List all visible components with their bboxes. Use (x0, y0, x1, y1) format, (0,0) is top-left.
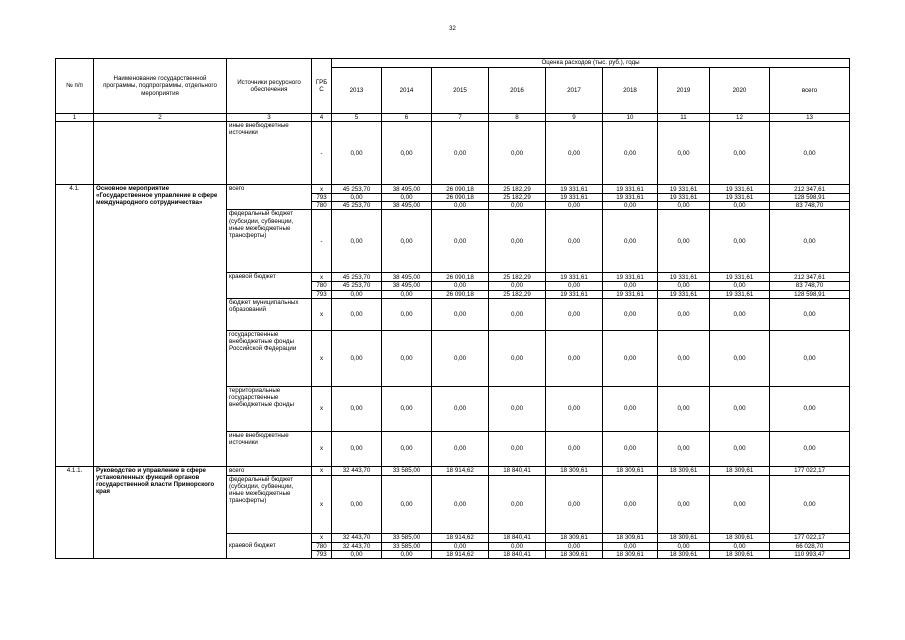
grbs-code: - (312, 122, 332, 185)
year-value: 0,00 (603, 542, 658, 550)
year-value: 25 182,29 (489, 290, 546, 298)
year-value: 0,00 (546, 210, 603, 273)
funding-source: иные внебюджетные источники (227, 122, 312, 185)
year-value: 19 331,61 (603, 290, 658, 298)
year-value: 25 182,29 (489, 185, 546, 194)
grbs-code: 793 (312, 290, 332, 298)
year-value: 32 443,70 (332, 542, 382, 550)
funding-source: краевой бюджет (227, 533, 312, 558)
row-number (56, 122, 94, 185)
header-year: 2015 (432, 68, 489, 114)
year-value: 0,00 (603, 122, 658, 185)
year-value: 45 253,70 (332, 273, 382, 282)
year-value: 0,00 (603, 475, 658, 533)
header-year-total: всего (770, 68, 850, 114)
header-col-name: Наименование государственной программы, подпрограммы, отдельного мероприятия (94, 59, 227, 114)
year-value: 0,00 (546, 386, 603, 431)
year-value: 0,00 (382, 330, 432, 386)
year-value: 0,00 (332, 386, 382, 431)
column-number: 3 (227, 114, 312, 122)
row-number: 4.1.1. (56, 466, 94, 558)
header-year: 2020 (710, 68, 770, 114)
column-number: 4 (312, 114, 332, 122)
column-number: 12 (710, 114, 770, 122)
year-value: 45 253,70 (332, 202, 382, 210)
total-value: 212 347,61 (770, 185, 850, 194)
total-value: 177 022,17 (770, 466, 850, 475)
grbs-code: х (312, 466, 332, 475)
year-value: 0,00 (710, 122, 770, 185)
header-year: 2014 (382, 68, 432, 114)
total-value: 0,00 (770, 330, 850, 386)
grbs-code: 793 (312, 194, 332, 202)
year-value: 0,00 (382, 431, 432, 466)
year-value: 0,00 (603, 386, 658, 431)
year-value: 19 331,61 (546, 290, 603, 298)
total-value: 128 598,91 (770, 290, 850, 298)
year-value: 19 331,61 (710, 194, 770, 202)
column-number: 9 (546, 114, 603, 122)
year-value: 0,00 (432, 122, 489, 185)
year-value: 19 331,61 (658, 185, 710, 194)
column-number: 13 (770, 114, 850, 122)
year-value: 0,00 (546, 542, 603, 550)
year-value: 0,00 (489, 475, 546, 533)
year-value: 0,00 (382, 290, 432, 298)
year-value: 0,00 (332, 122, 382, 185)
year-value: 0,00 (710, 282, 770, 290)
grbs-code: х (312, 386, 332, 431)
grbs-code: - (312, 210, 332, 273)
year-value: 0,00 (710, 330, 770, 386)
year-value: 0,00 (489, 298, 546, 330)
year-value: 0,00 (603, 330, 658, 386)
year-value: 25 182,29 (489, 273, 546, 282)
year-value: 19 331,61 (546, 185, 603, 194)
grbs-code: х (312, 330, 332, 386)
year-value: 0,00 (546, 431, 603, 466)
table-row (56, 122, 850, 185)
funding-source: федеральный бюджет (субсидии, субвенции, иные межбюджетные трансферты) (227, 210, 312, 273)
grbs-code: х (312, 533, 332, 542)
year-value: 0,00 (658, 475, 710, 533)
year-value: 18 840,41 (489, 466, 546, 475)
year-value: 18 309,61 (603, 466, 658, 475)
total-value: 0,00 (770, 475, 850, 533)
header-year: 2019 (658, 68, 710, 114)
year-value: 19 331,61 (658, 194, 710, 202)
year-value: 18 914,62 (432, 533, 489, 542)
year-value: 18 309,61 (603, 533, 658, 542)
grbs-code: 780 (312, 202, 332, 210)
year-value: 0,00 (332, 194, 382, 202)
total-value: 0,00 (770, 298, 850, 330)
funding-source: бюджет муниципальных образований (227, 298, 312, 330)
year-value: 38 495,00 (382, 185, 432, 194)
year-value: 0,00 (710, 202, 770, 210)
grbs-code: х (312, 298, 332, 330)
year-value: 0,00 (658, 282, 710, 290)
year-value: 45 253,70 (332, 185, 382, 194)
row-name: Руководство и управление в сфере установленных функций органов государственной власти Приморского края (94, 466, 227, 558)
grbs-code: х (312, 475, 332, 533)
column-number: 11 (658, 114, 710, 122)
column-number: 7 (432, 114, 489, 122)
year-value: 19 331,61 (603, 194, 658, 202)
year-value: 0,00 (432, 202, 489, 210)
year-value: 0,00 (658, 386, 710, 431)
year-value: 32 443,70 (332, 466, 382, 475)
year-value: 18 309,61 (658, 533, 710, 542)
year-value: 19 331,61 (710, 290, 770, 298)
column-number: 5 (332, 114, 382, 122)
year-value: 32 443,70 (332, 533, 382, 542)
year-value: 0,00 (432, 330, 489, 386)
year-value: 0,00 (658, 210, 710, 273)
year-value: 18 309,61 (546, 466, 603, 475)
year-value: 0,00 (546, 330, 603, 386)
total-value: 83 748,70 (770, 202, 850, 210)
year-value: 26 090,18 (432, 185, 489, 194)
year-value: 0,00 (432, 282, 489, 290)
grbs-code: х (312, 273, 332, 282)
year-value: 0,00 (710, 542, 770, 550)
year-value: 26 090,18 (432, 273, 489, 282)
year-value: 33 585,00 (382, 533, 432, 542)
year-value: 0,00 (658, 122, 710, 185)
year-value: 0,00 (432, 475, 489, 533)
year-value: 25 182,29 (489, 194, 546, 202)
grbs-code: 780 (312, 542, 332, 550)
year-value: 0,00 (432, 542, 489, 550)
column-number: 8 (489, 114, 546, 122)
year-value: 0,00 (489, 386, 546, 431)
header-estimate: Оценка расходов (тыс. руб.), годы (332, 59, 850, 68)
header-row-1 (56, 59, 850, 68)
year-value: 0,00 (603, 282, 658, 290)
year-value: 45 253,70 (332, 282, 382, 290)
year-value: 0,00 (382, 550, 432, 558)
year-value: 0,00 (332, 431, 382, 466)
budget-table (55, 58, 850, 559)
column-number: 2 (94, 114, 227, 122)
column-number-row (56, 114, 850, 122)
year-value: 0,00 (382, 298, 432, 330)
total-value: 0,00 (770, 386, 850, 431)
year-value: 0,00 (658, 330, 710, 386)
year-value: 18 309,61 (603, 550, 658, 558)
year-value: 26 090,18 (432, 194, 489, 202)
year-value: 38 495,00 (382, 202, 432, 210)
year-value: 0,00 (332, 550, 382, 558)
year-value: 0,00 (432, 386, 489, 431)
row-number: 4.1. (56, 185, 94, 467)
grbs-code: х (312, 185, 332, 194)
year-value: 0,00 (432, 210, 489, 273)
column-number: 6 (382, 114, 432, 122)
year-value: 0,00 (546, 298, 603, 330)
year-value: 0,00 (332, 330, 382, 386)
year-value: 0,00 (489, 431, 546, 466)
year-value: 0,00 (382, 122, 432, 185)
year-value: 0,00 (332, 210, 382, 273)
row-name (94, 122, 227, 185)
header-col-source: Источники ресурсного обеспечения (227, 59, 312, 114)
year-value: 0,00 (658, 542, 710, 550)
year-value: 0,00 (546, 122, 603, 185)
year-value: 0,00 (489, 282, 546, 290)
year-value: 0,00 (489, 330, 546, 386)
year-value: 0,00 (382, 475, 432, 533)
year-value: 0,00 (658, 431, 710, 466)
year-value: 18 309,61 (710, 550, 770, 558)
header-year: 2018 (603, 68, 658, 114)
table-row (56, 466, 850, 475)
page-number: 32 (449, 26, 456, 32)
year-value: 19 331,61 (603, 185, 658, 194)
total-value: 83 748,70 (770, 282, 850, 290)
year-value: 18 309,61 (546, 550, 603, 558)
funding-source: федеральный бюджет (субсидии, субвенции, иные межбюджетные трансферты) (227, 475, 312, 533)
header-year: 2016 (489, 68, 546, 114)
year-value: 18 309,61 (710, 533, 770, 542)
year-value: 19 331,61 (546, 273, 603, 282)
column-number: 1 (56, 114, 94, 122)
grbs-code: х (312, 431, 332, 466)
funding-source: всего (227, 185, 312, 210)
total-value: 0,00 (770, 431, 850, 466)
year-value: 19 331,61 (710, 273, 770, 282)
year-value: 0,00 (546, 202, 603, 210)
row-name: Основное мероприятие «Государственное управление в сфере международного сотрудничества» (94, 185, 227, 467)
year-value: 0,00 (489, 122, 546, 185)
year-value: 0,00 (432, 431, 489, 466)
total-value: 212 347,61 (770, 273, 850, 282)
year-value: 0,00 (546, 475, 603, 533)
column-number: 10 (603, 114, 658, 122)
year-value: 0,00 (546, 282, 603, 290)
total-value: 177 022,17 (770, 533, 850, 542)
year-value: 0,00 (382, 386, 432, 431)
funding-source: территориальные государственные внебюджетные фонды (227, 386, 312, 431)
year-value: 18 914,62 (432, 550, 489, 558)
year-value: 0,00 (603, 210, 658, 273)
year-value: 0,00 (382, 210, 432, 273)
year-value: 0,00 (603, 431, 658, 466)
year-value: 18 840,41 (489, 550, 546, 558)
table-row (56, 185, 850, 194)
funding-source: государственные внебюджетные фонды Российской Федерации (227, 330, 312, 386)
total-value: 0,00 (770, 210, 850, 273)
year-value: 19 331,61 (546, 194, 603, 202)
total-value: 110 993,47 (770, 550, 850, 558)
year-value: 0,00 (658, 202, 710, 210)
year-value: 0,00 (332, 298, 382, 330)
year-value: 0,00 (710, 386, 770, 431)
year-value: 0,00 (432, 298, 489, 330)
header-col-no: № п/п (56, 59, 94, 114)
year-value: 0,00 (332, 290, 382, 298)
year-value: 0,00 (710, 298, 770, 330)
funding-source: краевой бюджет (227, 273, 312, 298)
total-value: 66 028,70 (770, 542, 850, 550)
year-value: 0,00 (603, 298, 658, 330)
year-value: 19 331,61 (710, 185, 770, 194)
grbs-code: 793 (312, 550, 332, 558)
year-value: 38 495,00 (382, 273, 432, 282)
year-value: 18 914,62 (432, 466, 489, 475)
year-value: 18 309,61 (546, 533, 603, 542)
header-year: 2017 (546, 68, 603, 114)
year-value: 26 090,18 (432, 290, 489, 298)
year-value: 18 309,61 (710, 466, 770, 475)
header-year: 2013 (332, 68, 382, 114)
year-value: 0,00 (710, 210, 770, 273)
year-value: 0,00 (603, 202, 658, 210)
year-value: 0,00 (382, 194, 432, 202)
year-value: 33 585,00 (382, 466, 432, 475)
year-value: 0,00 (332, 475, 382, 533)
year-value: 18 840,41 (489, 533, 546, 542)
funding-source: иные внебюджетные источники (227, 431, 312, 466)
total-value: 128 598,91 (770, 194, 850, 202)
year-value: 0,00 (489, 210, 546, 273)
year-value: 19 331,61 (658, 273, 710, 282)
year-value: 0,00 (710, 431, 770, 466)
year-value: 0,00 (658, 298, 710, 330)
year-value: 0,00 (489, 202, 546, 210)
year-value: 33 585,00 (382, 542, 432, 550)
year-value: 38 495,00 (382, 282, 432, 290)
year-value: 18 309,61 (658, 550, 710, 558)
year-value: 0,00 (710, 475, 770, 533)
grbs-code: 780 (312, 282, 332, 290)
funding-source: всего (227, 466, 312, 475)
header-col-grbs: ГРБ С (312, 59, 332, 114)
year-value: 19 331,61 (658, 290, 710, 298)
total-value: 0,00 (770, 122, 850, 185)
year-value: 19 331,61 (603, 273, 658, 282)
year-value: 0,00 (489, 542, 546, 550)
year-value: 18 309,61 (658, 466, 710, 475)
